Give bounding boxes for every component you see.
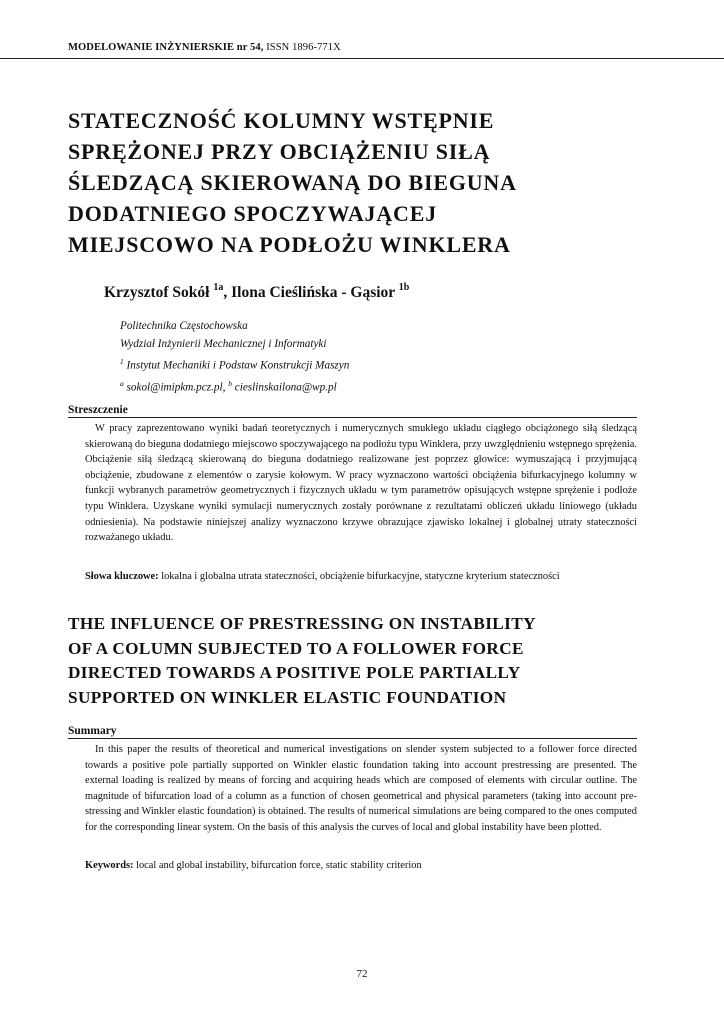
- keywords-text: lokalna i globalna utrata stateczności, obciążenie bifurkacyjne, statyczne kryterium stateczności: [161, 571, 560, 582]
- author-affiliation-mark: 1a: [213, 282, 224, 293]
- author-separator: ,: [223, 284, 228, 302]
- affiliation-faculty: Wydział Inżynierii Mechanicznej i Informatyki: [120, 337, 327, 350]
- abstract-paragraph: W pracy zaprezentowano wyniki badań teoretycznych i numerycznych smukłego układu ciągłego obciążonego siłą śledzącą skierowaną do bieguna dodatniego miejscowo spoczywającego na podłożu typu Winklera, przy uwzględnieniu wstępnego sprężenia. Obciążenie siłą śledzącą skierowaną do bieguna dodatniego realizowane jest poprzez głowice: wymuszającą i przyjmującą obciążenie, zbudowane z elementów o zarysie kołowym. W pracy wyznaczono wartości obciążenia bifurkacyjnego kolumny w funkcji wybranych parametrów geometrycznych i fizycznych układu w tym parametrów opisujących wstępne sprężenie i podłoże typu Winklera. Uzyskane wyniki symulacji numerycznych zostały porównane z rezultatami obliczeń układu liniowego (układu odniesienia). Na podstawie niniejszej analizy wyznaczono krzywe obrazujące zjawisko lokalnej i globalnej utraty stateczności rozważanego układu.: [85, 423, 637, 544]
- header-rule: [0, 58, 724, 59]
- title-line: OF A COLUMN SUBJECTED TO A FOLLOWER FORCE: [68, 638, 524, 658]
- abstract-paragraph: In this paper the results of theoretical and numerical investigations on slender system subjected to a follower force directed towards a positive pole partially supported on Winkler elastic foundation taking into account prestressing are presented. The external loading is realized by means of forcing and acquiring heads which are composed of elements with circular outline. The magnitude of bifurcation load of a column as a function of chosen geometrical and physical parameters (taking into account pre-stressing and Winkler elastic foundation) is obtained. The results of numerical simulations are being compared to the ones computed for the corresponding linear system. On the basis of this analysis the curves of local and global instability have been plotted.: [85, 744, 637, 833]
- title-line: SUPPORTED ON WINKLER ELASTIC FOUNDATION: [68, 687, 507, 707]
- affiliation-institute: $^1$ Instytut Mechaniki i Podstaw Konstrukcji Maszyn: [120, 357, 350, 372]
- summary-heading: Summary: [68, 725, 637, 739]
- streszczenie-body: [85, 421, 637, 546]
- keywords-text: local and global instability, bifurcation force, static stability criterion: [136, 860, 422, 871]
- keywords-label: Keywords:: [85, 860, 134, 871]
- email-link[interactable]: cieslinskailona@wp.pl: [234, 381, 337, 394]
- email-mark: b: [228, 379, 232, 389]
- polish-keywords: [85, 569, 637, 585]
- journal-name: MODELOWANIE INŻYNIERSKIE nr 54,: [68, 42, 264, 53]
- issn: ISSN 1896-771X: [266, 42, 341, 53]
- running-header: [68, 42, 724, 53]
- title-line: ŚLEDZĄCĄ SKIEROWANĄ DO BIEGUNA: [68, 170, 517, 195]
- affiliation-university: Politechnika Częstochowska: [120, 320, 248, 332]
- author-list: [104, 283, 409, 302]
- page-number: 72: [356, 968, 368, 980]
- author-name: Ilona Cieślińska - Gąsior: [231, 284, 395, 302]
- title-line: STATECZNOŚĆ KOLUMNY WSTĘPNIE: [68, 108, 495, 133]
- streszczenie-heading: Streszczenie: [68, 404, 637, 418]
- title-line: THE INFLUENCE OF PRESTRESSING ON INSTABILITY: [68, 614, 536, 633]
- affiliation-emails: [120, 375, 349, 397]
- title-line: DODATNIEGO SPOCZYWAJĄCEJ: [68, 201, 437, 226]
- english-keywords: [85, 858, 637, 874]
- keywords-label: Słowa kluczowe:: [85, 571, 159, 582]
- title-line: DIRECTED TOWARDS A POSITIVE POLE PARTIALLY: [68, 663, 521, 682]
- title-line: SPRĘŻONEJ PRZY OBCIĄŻENIU SIŁĄ: [68, 139, 491, 164]
- author-name: Krzysztof Sokół: [104, 284, 210, 302]
- title-line: MIEJSCOWO NA PODŁOŻU WINKLERA: [68, 232, 511, 257]
- affiliation-mark: 1: [120, 357, 124, 366]
- affiliation-block: [120, 318, 349, 397]
- email-link[interactable]: sokol@imipkm.pcz.pl,: [126, 381, 226, 394]
- author-affiliation-mark: 1b: [398, 282, 410, 293]
- email-mark: a: [120, 379, 124, 389]
- summary-body: [85, 742, 637, 836]
- title-english: [68, 612, 648, 710]
- title-polish: [68, 105, 628, 260]
